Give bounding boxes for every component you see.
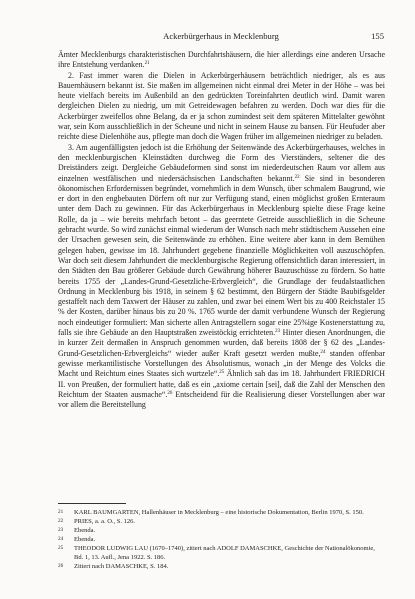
footnote-number: 26 xyxy=(58,563,64,569)
footnote-ref-24: 24 xyxy=(320,349,326,355)
footnote-text: THEODOR LUDWIG LAU (1670–1740), zitiert nach ADOLF DAMASCHKE, Geschichte der Nationalökonomie, Bd. 1, 13. Aufl., Jena 1922. S. 186. xyxy=(74,545,375,561)
footnote-number: 24 xyxy=(58,536,64,542)
footnote-ref-21: 21 xyxy=(144,61,150,67)
footnote-ref-22: 22 xyxy=(294,174,300,180)
footnote-ref-26: 26 xyxy=(167,390,173,396)
paragraph-text: Ähnlich sah das im 18. Jahrhundert FRIEDRICH II. von Preußen, der formuliert hatte, daß es ein „axiome certain [sei], daß die Zahl der Menschen den Reichtum der Staaten ausmache“. xyxy=(58,369,386,399)
footnote-number: 22 xyxy=(58,518,64,524)
paragraph-text: Entscheidend für die Realisierung dieser Vorstellungen aber war vor allem die Bereitstellung xyxy=(58,389,385,410)
footnote-number: 23 xyxy=(58,527,64,533)
footnote-text: PRIES, a. a. O., S. 126. xyxy=(74,518,136,525)
footnote-text: Zitiert nach DAMASCHKE, S. 184. xyxy=(74,563,169,570)
footnote xyxy=(58,508,385,517)
paragraph-text: Sie sind in besonderen ökonomischen Erfordernissen begründet, vornehmlich in dem Wunsch, über schmalem Baugrund, wie er dort in den engbebauten Dörfern oft nur zur Verfügung stand, einen möglichst großen Ernteraum unter dem Dach zu gewinnen. Für das Ackerbürgerhaus in Mecklenburg spielte diese Frage keine Rolle, da ja – wie bereits mehrfach betont – das geerntete Getreide ausschließlich in die Scheune gebracht wurde. So wird zunächst einmal wiederum der Wunsch nach mehr städtischem Aussehen eine der Ursachen gewesen sein, die Seitenwände zu erhöhen. Eine weitere aber kann in dem Bemühen gelegen haben, gewisse im 18. Jahrhundert gegebene finanzielle Möglichkeiten voll auszuschöpfen. War doch seit diesem Jahrhundert die mecklenburgische Regierung offensichtlich daran interessiert, in den Städten den Bau größerer Gebäude durch Gewährung höherer Bauzuschüsse zu fördern. So hatte bereits 1755 der „Landes-Grund-Gesetzliche-Erbvergleich“, die Grundlage der feudalstaatlichen Ordnung in Mecklenburg bis 1918, in seinem § 62 bestimmt, den Bürgern der Städte Baubifsgelder gestaffelt nach dem Taxwert der Häuser zu zahlen, und zwar bei einem Wert bis zu 400 Reichstaler 15 % der Kosten, darüber hinaus bis zu 20 %. 1765 wurde der damit verbundene Wunsch der Regierung noch eindeutiger formuliert: Man sicherte allen Antragstellern sogar eine 25%ige Kostenerstattung zu, falls sie ihre Gebäude an den Hauptstraßen zweistöckig errichteten. xyxy=(58,173,385,338)
paragraph-text: 3. Am augenfälligsten jedoch ist die Erhöhung der Seitenwände des Ackerbürgerhauses, welches in den mecklenburgischen Kleinstädten durchweg die Form des Vierständers, seltener die des Dreiständers zeigt. Dergleiche Gebäudeformen sind sonst im niederdeutschen Raum vor allem aus einzelnen westfälischen und niedersächsischen Landschaften bekannt. xyxy=(58,142,385,183)
footnote xyxy=(58,517,385,526)
page-header xyxy=(58,31,384,43)
footnote-text: KARL BAUMGARTEN, Hallenhäuser in Mecklenburg – eine historische Dokumentation, Berlin 1970, S. 150. xyxy=(74,509,364,516)
running-title: Ackerbürgerhaus in Mecklenburg xyxy=(163,31,279,41)
footnote-divider xyxy=(58,503,126,504)
footnote-text: Ebenda. xyxy=(74,536,96,543)
footnotes xyxy=(58,508,385,571)
paragraph-text: Hinter diesen Anordnungen, die in kurzer Zeit dermaßen in Anspruch genommen wurden, daß bereits 1808 der § 62 des „Landes-Grund-Gesetzlichen-Erbvergleichs“ wieder außer Kraft gesetzt werden mußte, xyxy=(58,328,385,358)
footnote-text: Ebenda. xyxy=(74,527,96,534)
footnote-number: 25 xyxy=(58,545,64,551)
footnote-number: 21 xyxy=(58,509,64,515)
paragraph-text: Ämter Mecklenburgs charakteristischen Durchfahrtshäusern, die hier allerdings eine anderen Ursache ihre Entstehung verdanken. xyxy=(58,50,385,70)
footnote xyxy=(58,562,385,571)
footnote-ref-25: 25 xyxy=(219,370,225,376)
footnote-ref-23: 23 xyxy=(275,329,281,335)
paragraph-continuation xyxy=(58,50,385,71)
footnote xyxy=(58,544,385,562)
page-number: 155 xyxy=(371,31,384,41)
paragraph-2: 2. Fast immer waren die Dielen in Ackerbürgerhäusern beträchtlich niedriger, als es aus Bauernhäusern bekannt ist. Sie maßen im allgemeinen nicht einmal drei Meter in der Höhe – was bei heute vielfach bereits im Außenbild an den gedrückten Toreinfahrten deutlich wird. Damit waren dergleichen Dielen zu niedrig, um mit Getreidewagen befahren zu werden. Doch war dies für die Ackerbürger zweifellos ohne Belang, da er ja schon zumindest seit dem späteren Mittelalter gewöhnt war, sein Korn ausschließlich in der Scheune und nicht in seinem Hause zu bansen. Für Heufuder aber reichte diese Dielenhöhe aus, pflegte man doch die Wagen früher im allgemeinen niedriger zu beladen. xyxy=(58,70,385,142)
paragraph-3 xyxy=(58,143,385,411)
footnote xyxy=(58,535,385,544)
main-text xyxy=(58,50,385,410)
paragraph-text: standen offenbar gewisse merkantilistische Vorstellungen des Absolutismus, wonach „in der Menge des Volcks die Macht und Reichtum eines Staates sich wurtzele“. xyxy=(58,348,385,379)
footnote xyxy=(58,526,385,535)
